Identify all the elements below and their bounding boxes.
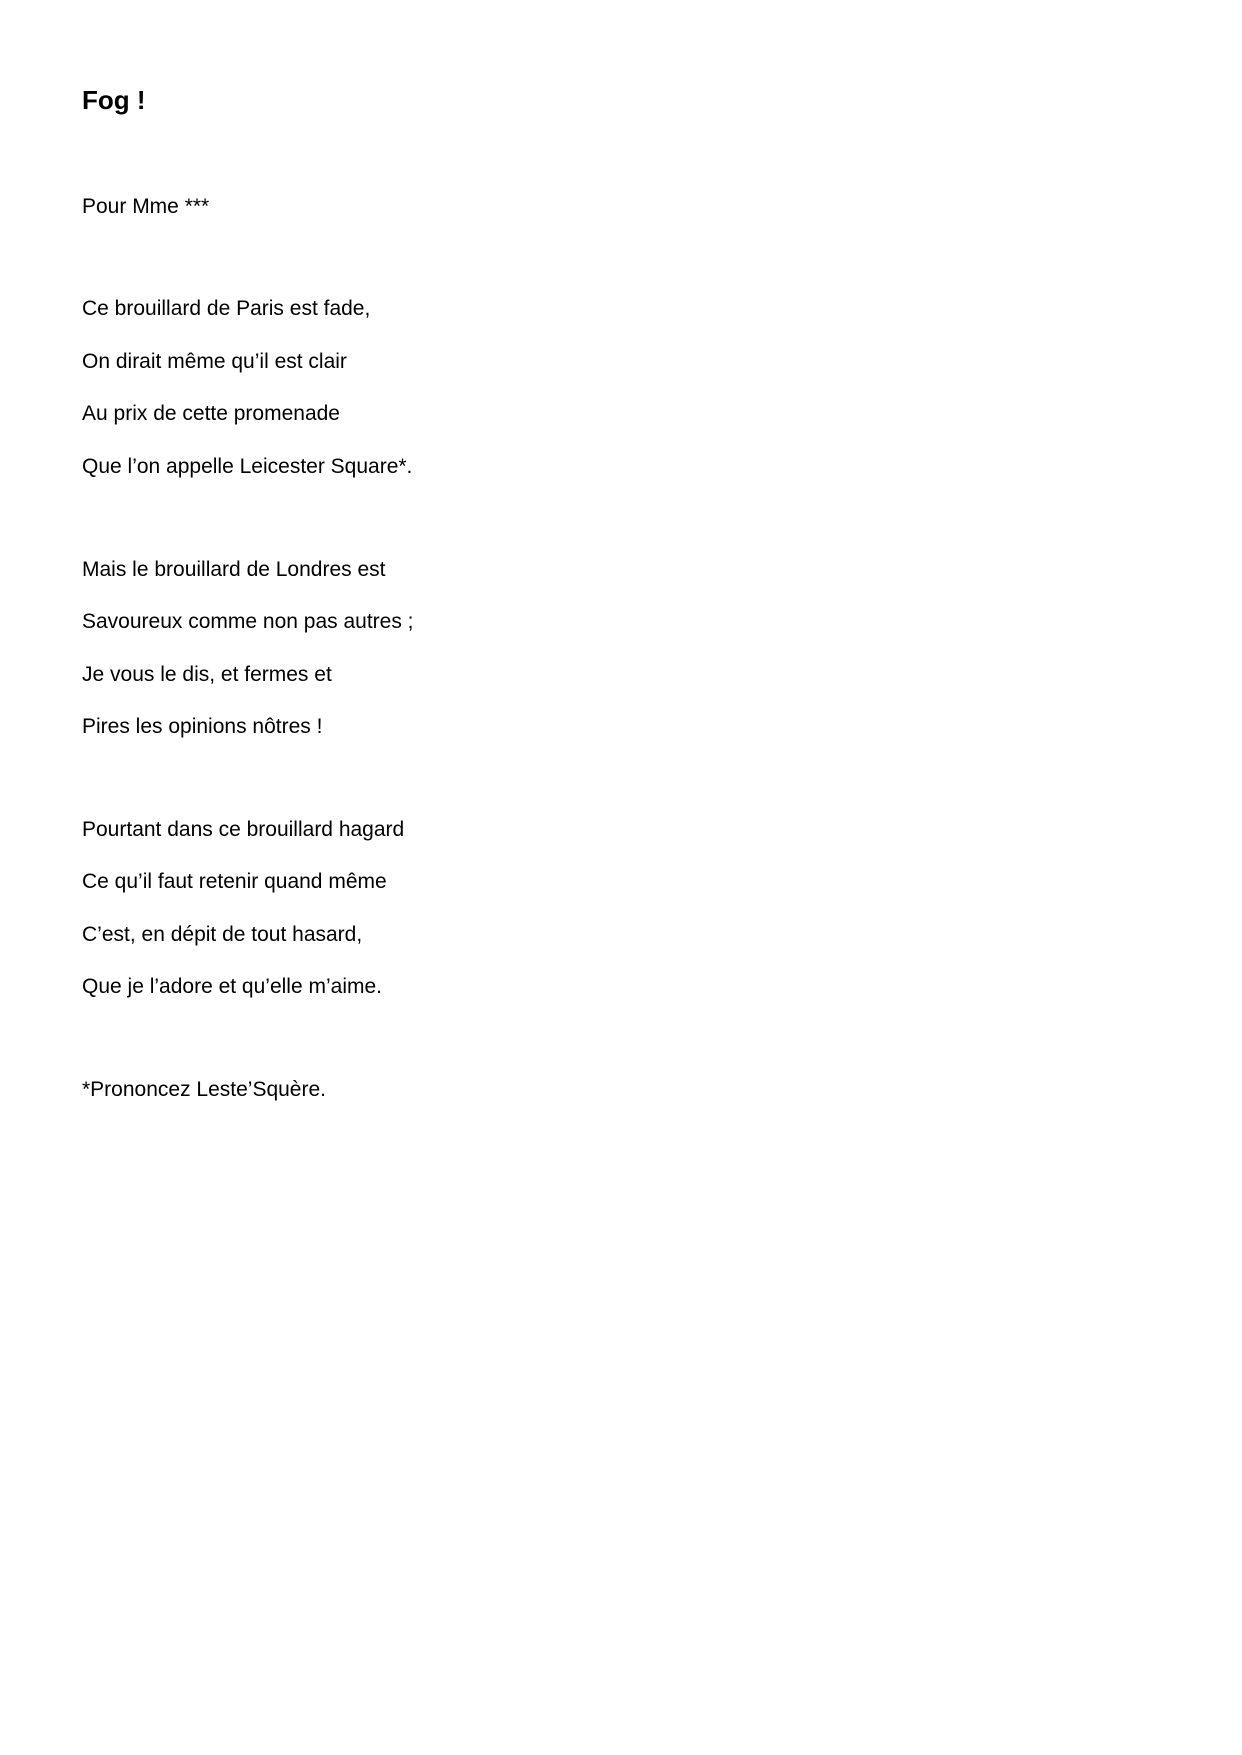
verse-line: Ce brouillard de Paris est fade, (82, 297, 371, 320)
verse-line: Savoureux comme non pas autres ; (82, 610, 414, 633)
verse-line: Que je l’adore et qu’elle m’aime. (82, 975, 382, 998)
verse-line: Que l’on appelle Leicester Square*. (82, 455, 413, 478)
verse-line: Au prix de cette promenade (82, 402, 340, 425)
verse-line: Mais le brouillard de Londres est (82, 558, 386, 581)
verse-line: Pourtant dans ce brouillard hagard (82, 818, 405, 841)
verse-line: Je vous le dis, et fermes et (82, 663, 332, 686)
verse-line: Pires les opinions nôtres ! (82, 715, 323, 738)
verse-line: Ce qu’il faut retenir quand même (82, 870, 387, 893)
verse-line: On dirait même qu’il est clair (82, 350, 347, 373)
footnote: *Prononcez Leste’Squère. (82, 1078, 326, 1101)
dedication: Pour Mme *** (82, 195, 210, 218)
poem-title: Fog ! (82, 85, 146, 115)
verse-line: C’est, en dépit de tout hasard, (82, 923, 363, 946)
